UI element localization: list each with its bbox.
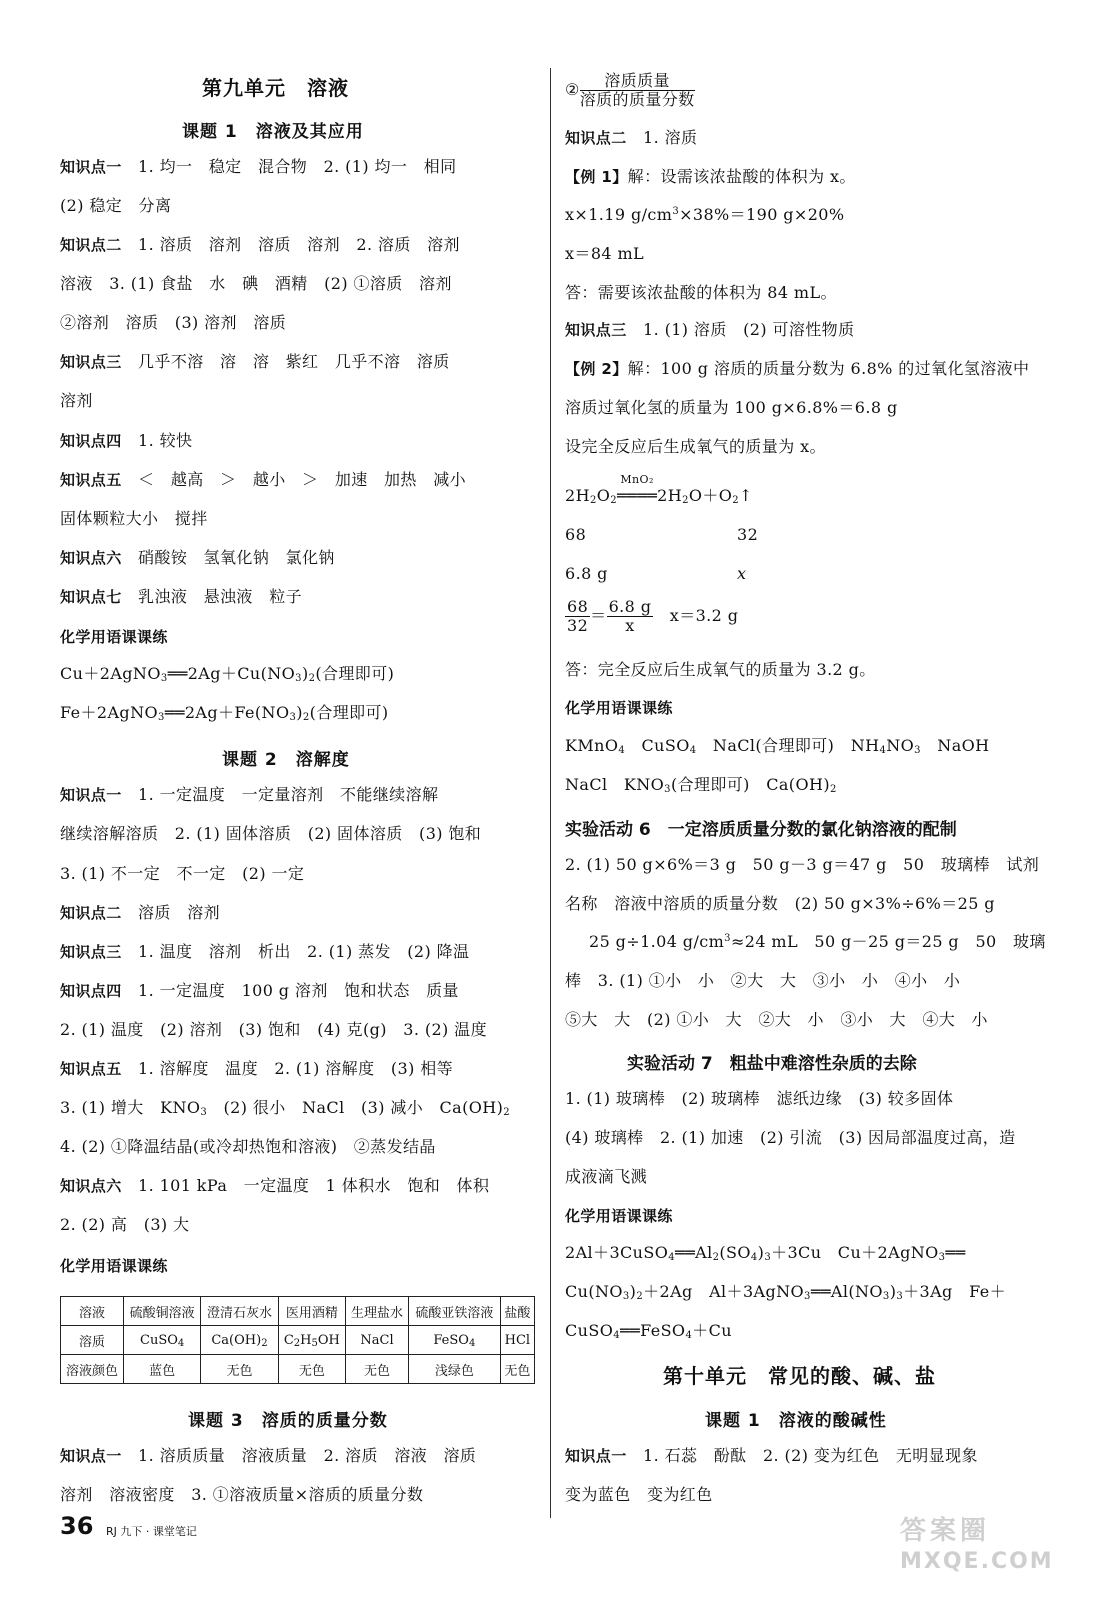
column-divider [550,68,551,1518]
experiment-6-title: 实验活动 6 一定溶质质量分数的氯化钠溶液的配制 [565,820,957,840]
answer-line: 知识点六 1. 101 kPa 一定温度 1 体积水 饱和 体积 [60,1176,490,1195]
answer-line: 知识点一 1. 石蕊 酚酞 2. (2) 变为红色 无明显现象 [565,1446,978,1465]
table-row [61,1297,535,1326]
calc-line: 68 32 [565,525,759,544]
table-row [61,1326,535,1355]
calc-line: x＝84 mL [565,244,645,263]
table-cell: 浅绿色 [409,1355,501,1384]
section-heading: 化学用语课课练 [60,1257,168,1275]
section-heading: 化学用语课课练 [60,628,168,646]
fraction-line: ② $\frac{\text{溶质质量}}{\text{溶质的质量分数}}$ [565,71,695,109]
answer-line: 溶剂 溶液密度 3. ①溶液质量×溶质的质量分数 [60,1485,424,1504]
answer-line: 知识点五 1. 溶解度 温度 2. (1) 溶解度 (3) 相等 [60,1059,454,1078]
answer-line: (2) 稳定 分离 [60,196,172,215]
table-cell: 无色 [500,1355,534,1384]
formula-line: KMnO$_4$ CuSO$_4$ NaCl(合理即可) $NH_4NO_3$ NaOH [565,736,990,756]
table-row [61,1355,535,1384]
answer-line: 知识点三 几乎不溶 溶 溶 紫红 几乎不溶 溶质 [60,352,450,371]
answer-line: 知识点四 1. 较快 [60,431,193,450]
answer-line: (4) 玻璃棒 2. (1) 加速 (2) 引流 (3) 因局部温度过高，造 [565,1128,1016,1147]
table-cell: HCl [500,1326,534,1355]
answer-line: 2. (1) 温度 (2) 溶剂 (3) 饱和 (4) 克(g) 3. (2) 温度 [60,1020,487,1039]
unit-10-title: 第十单元 常见的酸、碱、盐 [663,1364,936,1388]
answer-line: 知识点六 硝酸铵 氢氧化钠 氯化钠 [60,548,335,567]
answer-line: ⑤大 大 (2) ①小 大 ②大 小 ③小 大 ④大 小 [565,1010,988,1029]
answer-line: 知识点七 乳浊液 悬浊液 粒子 [60,587,303,606]
chemical-equation: $2H_2O_2$ MnO₂ $════2H_2O+O_2↑$ [565,473,753,506]
answer-line: 3. (1) 增大 $KNO_3$ (2) 很小 NaCl (3) 减小 $Ca(OH)_2$ [60,1098,511,1118]
experiment-7-title: 实验活动 7 粗盐中难溶性杂质的去除 [627,1054,917,1074]
answer-line: 棒 3. (1) ①小 小 ②大 大 ③小 小 ④小 小 [565,971,961,990]
answer-line: 知识点一 1. 一定温度 一定量溶剂 不能继续溶解 [60,785,439,804]
answer-line: ②溶剂 溶质 (3) 溶剂 溶质 [60,313,287,332]
formula-line: NaCl $KNO_3$(合理即可) $Ca(OH)_2$ [565,775,837,795]
answer-line: 2. (1) 50 g×6%＝3 g 50 g－3 g＝47 g 50 玻璃棒 试剂 [565,855,1040,874]
chemical-equation: $2Al+3CuSO_4══Al_2(SO_4)_3+3Cu$ Cu＋2AgNO$_3$══ [565,1243,966,1263]
answer-line: 知识点三 1. (1) 溶质 (2) 可溶性物质 [565,320,855,339]
table-cell: 无色 [201,1355,278,1384]
table-cell: 无色 [278,1355,345,1384]
answer-line: 4. (2) ①降温结晶(或冷却热饱和溶液) ②蒸发结晶 [60,1137,436,1156]
lesson-3-title: 课题 3 溶质的质量分数 [188,1411,388,1431]
fraction-equation: $\frac{68}{32}$ ＝ $\frac{6.8 g}{x}$ x＝3.2 g [567,597,739,635]
calc-line: 6.8 g x [565,564,747,583]
answer-line: 知识点一 1. 均一 稳定 混合物 2. (1) 均一 相同 [60,157,457,176]
calc-line: x×1.19 $g/cm^3\times 38\%=190$ g×20% [565,205,845,224]
table-cell: FeSO$_4$ [409,1326,501,1355]
answer-line: 知识点三 1. 温度 溶剂 析出 2. (1) 蒸发 (2) 降温 [60,942,470,961]
calc-line: 溶质过氧化氢的质量为 100 g×6.8%＝6.8 g [565,398,898,417]
answer-line: 知识点二 1. 溶质 [565,128,698,147]
answer-line: 继续溶解溶质 2. (1) 固体溶质 (2) 固体溶质 (3) 饱和 [60,824,482,843]
example-line: 【例 2】解：100 g 溶质的质量分数为 6.8% 的过氧化氢溶液中 [565,359,1030,378]
answer-line: 知识点二 1. 溶质 溶剂 溶质 溶剂 2. 溶质 溶剂 [60,235,460,254]
answer-line: 1. (1) 玻璃棒 (2) 玻璃棒 滤纸边缘 (3) 较多固体 [565,1089,954,1108]
example-line: 【例 1】解：设需该浓盐酸的体积为 x。 [565,167,856,186]
table-cell: 硫酸亚铁溶液 [409,1297,501,1326]
unit-9-title: 第九单元 溶液 [202,76,349,100]
table-cell: 澄清石灰水 [201,1297,278,1326]
table-cell: 盐酸 [500,1297,534,1326]
section-heading: 化学用语课课练 [565,699,673,717]
answer-line: 知识点四 1. 一定温度 100 g 溶剂 饱和状态 质量 [60,981,459,1000]
calc-line: 答：需要该浓盐酸的体积为 84 mL。 [565,283,837,302]
table-cell: 溶液 [61,1297,124,1326]
solution-table [60,1296,535,1384]
calc-line: 设完全反应后生成氧气的质量为 x。 [565,437,826,456]
watermark-logo: 答案圈 MXQE.COM [900,1516,1054,1574]
book-label: RJ 九下 · 课堂笔记 [106,1525,197,1538]
answer-line: 知识点二 溶质 溶剂 [60,903,221,922]
answer-line: 变为蓝色 变为红色 [565,1485,713,1504]
table-cell: 蓝色 [123,1355,200,1384]
fraction: $\frac{6.8 g}{x}$ [608,597,652,635]
answer-line: 成液滴飞溅 [565,1167,648,1186]
reaction-arrow: MnO₂ ════ [617,473,658,505]
lesson-1-title: 课题 1 溶液及其应用 [182,122,364,142]
answer-line: 知识点一 1. 溶质质量 溶液质量 2. 溶质 溶液 溶质 [60,1446,477,1465]
answer-line: 溶液 3. (1) 食盐 水 碘 酒精 (2) ①溶质 溶剂 [60,274,452,293]
answer-line: 名称 溶液中溶质的质量分数 (2) 50 g×3%÷6%＝25 g [565,894,995,913]
answer-line: 溶剂 [60,391,93,410]
table-cell: NaCl [346,1326,409,1355]
calc-line: 答：完全反应后生成氧气的质量为 3.2 g。 [565,660,876,679]
answer-line: 2. (2) 高 (3) 大 [60,1215,190,1234]
answer-line: 知识点五 ＜ 越高 ＞ 越小 ＞ 加速 加热 减小 [60,470,467,489]
lesson-2-title: 课题 2 溶解度 [222,750,350,770]
table-cell: 溶液颜色 [61,1355,124,1384]
chemical-equation: CuSO$_4$══FeSO$_4$＋Cu [565,1321,732,1341]
chemical-equation: $Cu+2AgNO_3══2Ag+Cu(NO_3)_2$(合理即可) [60,664,395,684]
lesson-10-1-title: 课题 1 溶液的酸碱性 [705,1411,887,1431]
chemical-equation: $Cu(NO_3)_2+2Ag$ $Al+3AgNO_3══Al(NO_3)_3+3Ag$ Fe＋ [565,1282,1006,1302]
table-cell: 生理盐水 [346,1297,409,1326]
answer-line: 25 g÷1.04 $g/cm^3\approx 24$ mL 50 g－25 g＝25 g 50 玻璃 [589,932,1046,951]
table-cell: CuSO$_4$ [123,1326,200,1355]
table-cell: 医用酒精 [278,1297,345,1326]
table-cell: 硫酸铜溶液 [123,1297,200,1326]
chemical-equation: $Fe+2AgNO_3══2Ag+Fe(NO_3)_2$(合理即可) [60,703,389,723]
answer-line: 固体颗粒大小 搅拌 [60,509,208,528]
table-cell: $Ca(OH)_2$ [201,1326,278,1355]
section-heading: 化学用语课课练 [565,1207,673,1225]
fraction: $\frac{68}{32}$ [567,597,589,635]
table-cell: $C_2H_5OH$ [278,1326,345,1355]
table-cell: 溶质 [61,1326,124,1355]
answer-line: 3. (1) 不一定 不一定 (2) 一定 [60,864,305,883]
fraction: $\frac{\text{溶质质量}}{\text{溶质的质量分数}}$ [579,71,695,109]
page-number: 36 [60,1512,94,1540]
table-cell: 无色 [346,1355,409,1384]
